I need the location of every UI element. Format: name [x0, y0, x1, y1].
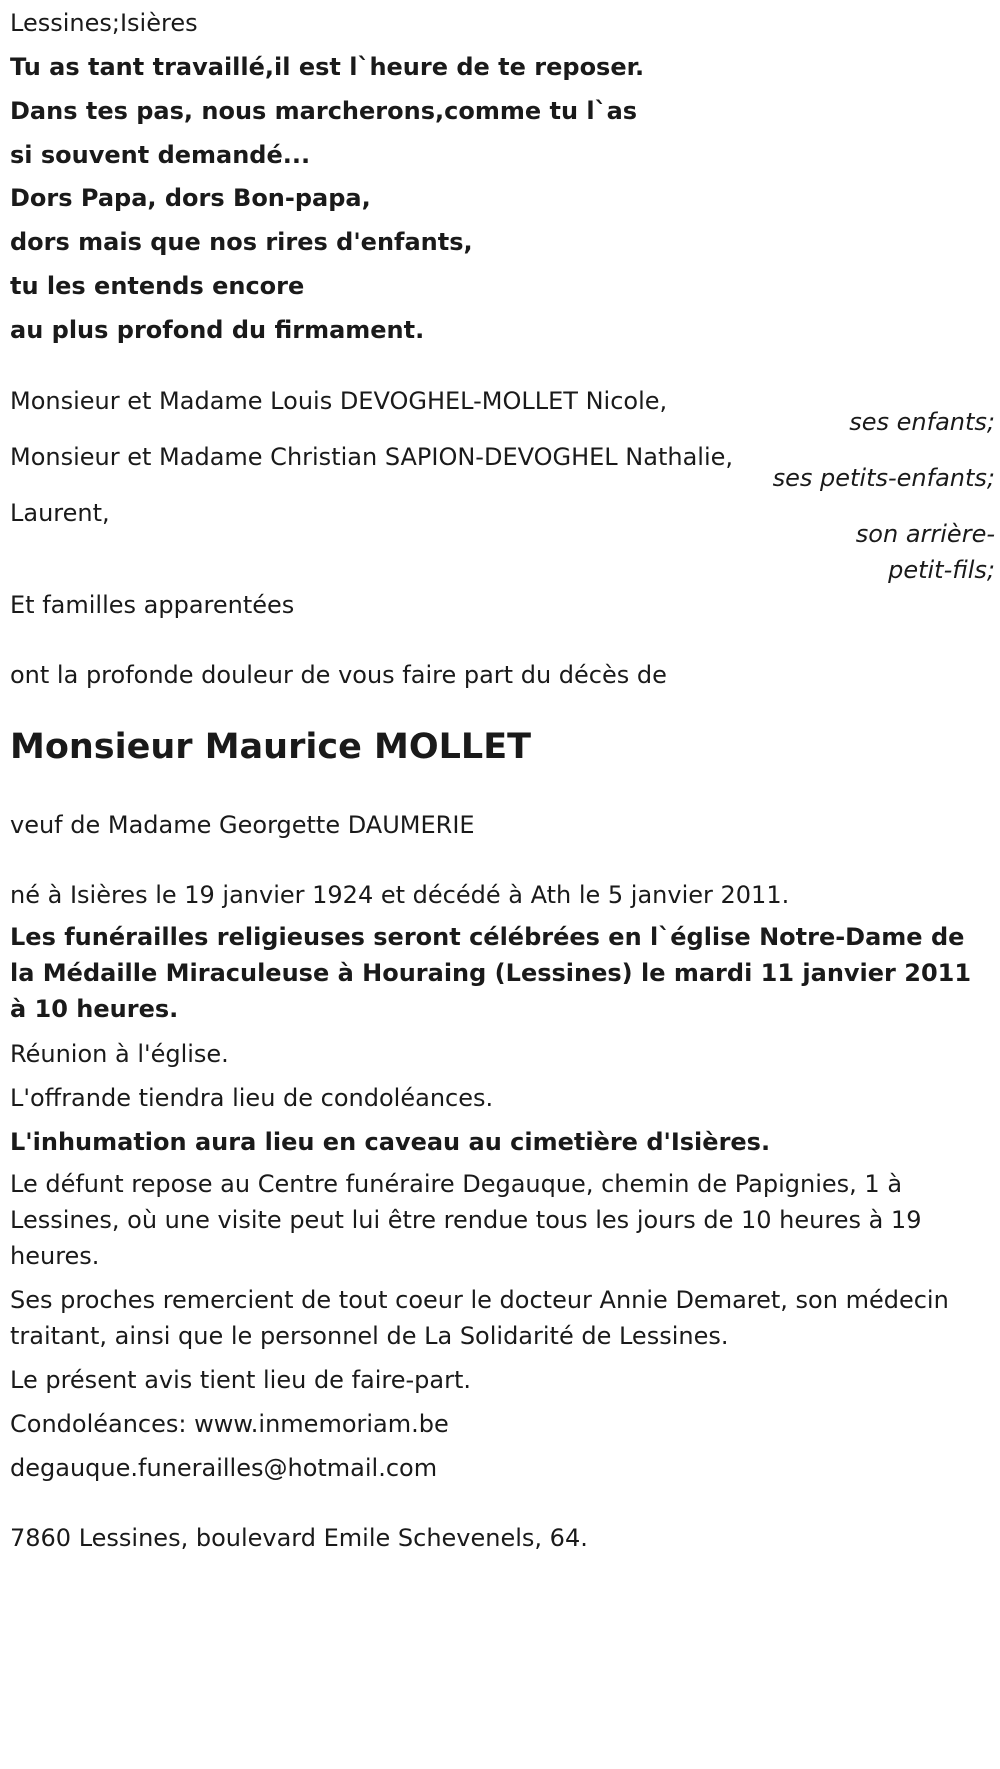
family-children-role: ses enfants;: [849, 408, 995, 436]
deceased-name: Monsieur Maurice MOLLET: [10, 727, 531, 767]
family-grandchildren-role: ses petits-enfants;: [772, 464, 995, 492]
announcement: ont la profonde douleur de vous faire part du décès de: [10, 661, 667, 689]
family-related: Et familles apparentées: [10, 591, 295, 619]
poem-line: au plus profond du firmament.: [10, 316, 425, 344]
offering-info: L'offrande tiendra lieu de condoléances.: [10, 1084, 494, 1112]
family-grandchildren: Monsieur et Madame Christian SAPION-DEVOGHEL Nathalie,: [10, 443, 734, 471]
burial-info: L'inhumation aura lieu en caveau au cimetière d'Isières.: [10, 1128, 771, 1156]
birth-death: né à Isières le 19 janvier 1924 et décédé à Ath le 5 janvier 2011.: [10, 881, 790, 909]
family-great-grandchild-role: son arrière-: [855, 520, 995, 548]
poem-line: dors mais que nos rires d'enfants,: [10, 228, 473, 256]
poem-line: Tu as tant travaillé,il est l`heure de te reposer.: [10, 53, 645, 81]
poem-line: si souvent demandé...: [10, 141, 311, 169]
funeral-info: Les funérailles religieuses seront célébrées en l`église Notre-Dame de la Médaille Miraculeuse à Houraing (Lessines) le mardi 11 janvier 2011 à 10 heures.: [10, 923, 972, 1023]
family-children: Monsieur et Madame Louis DEVOGHEL-MOLLET Nicole,: [10, 387, 668, 415]
rest-info: Le défunt repose au Centre funéraire Degauque, chemin de Papignies, 1 à Lessines, où une visite peut lui être rendue tous les jours de 10 heures à 19 heures.: [10, 1170, 922, 1270]
poem-line: Dans tes pas, nous marcherons,comme tu l`as: [10, 97, 638, 125]
obituary-notice: [10, 0, 995, 1769]
condolences-link[interactable]: Condoléances: www.inmemoriam.be: [10, 1410, 449, 1438]
poem-line: tu les entends encore: [10, 272, 305, 300]
address: 7860 Lessines, boulevard Emile Schevenels, 64.: [10, 1524, 588, 1552]
widower-of: veuf de Madame Georgette DAUMERIE: [10, 811, 475, 839]
thanks-info: Ses proches remercient de tout coeur le docteur Annie Demaret, son médecin traitant, ainsi que le personnel de La Solidarité de Lessines.: [10, 1286, 949, 1350]
family-great-grandchild-role: petit-fils;: [888, 556, 995, 584]
poem-line: Dors Papa, dors Bon-papa,: [10, 184, 371, 212]
family-great-grandchild: Laurent,: [10, 499, 110, 527]
notice-info: Le présent avis tient lieu de faire-part.: [10, 1366, 472, 1394]
locality-header: Lessines;Isières: [10, 9, 198, 37]
meeting-info: Réunion à l'église.: [10, 1040, 229, 1068]
email-link[interactable]: degauque.funerailles@hotmail.com: [10, 1454, 438, 1482]
